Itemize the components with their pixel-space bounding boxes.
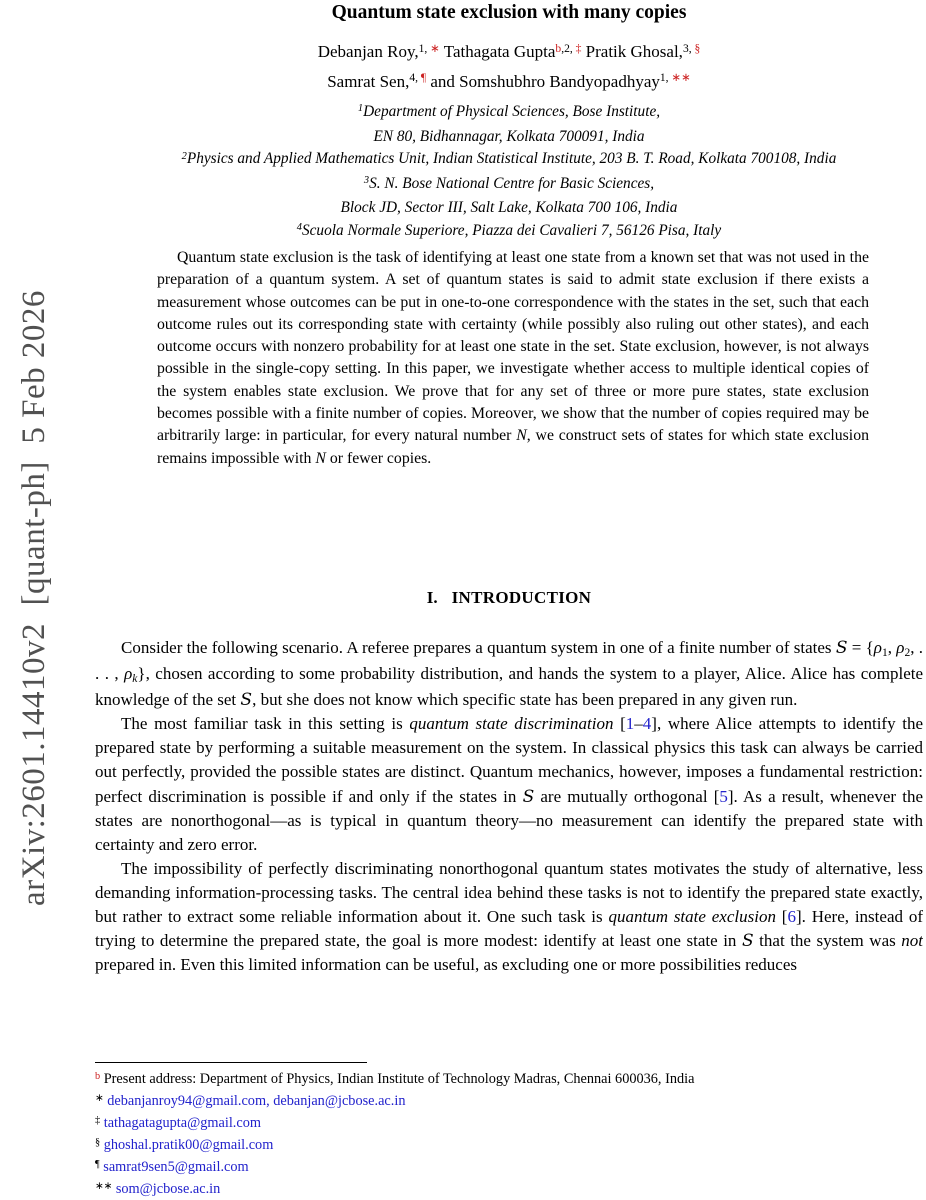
text-run: Present address: Department of Physics, Indian Institute of Technology Madras, Chennai 600036, India [100,1071,695,1087]
text-run: ρ [124,664,133,684]
text-run: , we construct sets of states for which state exclusion remains impossible with [157,427,869,467]
text-run: Physics and Applied Mathematics Unit, Indian Statistical Institute, 203 B. T. Road, Kolkata 700108, India [186,150,837,168]
paragraph-2 [95,712,923,857]
text-run: ∗ [430,41,440,55]
text-run: S [240,690,253,711]
text-run: 1, [418,41,431,55]
text-run: not [901,931,923,951]
affiliation-line-3 [95,148,923,173]
text-run: § [694,41,701,55]
text-run: 2 [904,645,911,659]
text-run: k [132,671,138,685]
text-run: Block JD, Sector III, Salt Lake, Kolkata 700 106, India [340,199,678,217]
text-run: }, chosen according to some probability distribution, and hands the system to a player, Alice. Alice has complete knowledge of the set [95,664,923,710]
text-run: ,2, [561,41,576,55]
introduction-body [95,636,923,1066]
author-block [95,38,923,97]
footnote-email-sen [95,1157,923,1179]
text-run: § [95,1137,101,1149]
affiliation-line-2 [95,126,923,149]
text-run: Debanjan Roy, [317,42,419,61]
link[interactable]: som@jcbose.ac.in [115,1181,221,1197]
text-run: Consider the following scenario. A referee prepares a quantum system in one of a finite number of states [121,638,836,657]
section-title: INTRODUCTION [451,588,592,607]
text-run: 3, [682,41,695,55]
arxiv-banner: arXiv:2601.14410v2 [quant-ph] 5 Feb 2026 [16,290,52,906]
footnote-email-roy [95,1091,923,1113]
text-run: , [887,638,897,657]
text-run: Samrat Sen, [327,71,410,91]
link[interactable]: tathagatagupta@gmail.com [103,1115,261,1131]
text-run: S [522,786,535,807]
text-run: and Somshubhro Bandyopadhyay [426,71,660,91]
text-run: 4, [409,71,421,85]
text-run: ¶ [420,71,427,85]
text-run: or fewer copies. [325,449,432,467]
text-run: ], where Alice attempts to identify the prepared state by performing a suitable measurement on the system. In classical physics this task can always be carried out perfectly, provided the possible states are distinct. Quantum mechanics, however, imposes a fundamental restriction: perfect discrimination is possible if and only if the states in [95,714,923,806]
paragraph-3 [95,857,923,977]
text-run: that the system was [753,931,902,951]
link[interactable]: samrat9sen5@gmail.com [103,1159,249,1175]
abstract [157,247,869,470]
text-run: Pratik Ghosal, [581,42,683,61]
text-run: Quantum state exclusion is the task of identifying at least one state from a known set that was not used in the preparation of a quantum system. A set of quantum states is said to admit state exclusion if there exists a measurement whose outcomes can be put in one-to-one correspondence with the states in the set, such that each outcome rules out its corresponding state with certainty (while possibly also ruling out other states), and each outcome occurs with nonzero probability for at least one state in the set. State exclusion, however, is not always possible in the single-copy setting. In this paper, we investigate whether access to multiple identical copies of the system enables state exclusion. We prove that for any set of three or more pure states, state exclusion becomes possible with a finite number of copies. Moreover, we show that the number of copies required may be arbitrarily large: in particular, for every natural number [157,249,869,445]
text-run: 1 [881,645,888,659]
text-run: b [555,41,562,55]
link[interactable]: 1 [625,714,635,734]
link[interactable]: debanjanroy94@gmail.com, debanjan@jcbose.ac.in [107,1093,406,1109]
text-run: ‡ [95,1115,101,1127]
section-number: I. [426,588,438,607]
text-run: ∗∗ [95,1181,113,1193]
footnote-email-gupta [95,1113,923,1135]
text-run: 3 [363,175,370,187]
section-heading [95,588,923,608]
text-run: ρ [896,638,905,657]
link[interactable]: 4 [642,714,652,734]
text-run: 1, [659,71,672,85]
text-run: b [95,1071,101,1083]
affiliation-block [95,101,923,245]
text-run: The most familiar task in this setting is [121,714,410,734]
content-column [95,0,923,1200]
text-run: [ [613,714,626,734]
text-run: Tathagata Gupta [439,42,556,61]
text-run: [ [775,907,788,927]
text-run: 4 [296,222,302,234]
affiliation-line-1 [95,101,923,126]
footnote-rule [95,1062,367,1063]
text-run: , . . . , [95,638,923,684]
affiliation-line-5 [95,197,923,220]
text-run: ∗ [95,1093,104,1105]
affiliation-line-6 [95,220,923,245]
text-run: ]. Here, instead of trying to determine the prepared state, the goal is more modest: identify at least one state in [95,907,923,951]
author-line-1 [95,38,923,68]
text-run: N [315,449,326,467]
text-run: Scuola Normale Superiore, Piazza dei Cavalieri 7, 56126 Pisa, Italy [301,221,722,239]
paper-title: Quantum state exclusion with many copies [331,2,687,23]
text-run: ]. As a result, whenever the states are nonorthogonal—as is typical in quantum theory—no measurement can identify the prepared state with certainty and zero error. [95,786,923,854]
text-run: , but she does not know which specific state has been prepared in any given run. [252,690,798,710]
text-run: ¶ [95,1159,100,1171]
text-run: S [835,638,848,658]
footnote-email-ghosal [95,1135,923,1157]
footnote-email-bandyopadhyay [95,1179,923,1200]
text-run: 2 [181,150,187,162]
link[interactable]: 5 [719,786,728,806]
footnote-present-address [95,1069,923,1091]
paragraph-1 [95,636,923,712]
text-run: Department of Physical Sciences, Bose Institute, [363,103,661,120]
text-run: ‡ [575,41,582,55]
text-run: quantum state exclusion [608,907,776,927]
text-run: EN 80, Bidhannagar, Kolkata 700091, India [373,127,645,145]
text-run: are mutually orthogonal [ [534,786,720,806]
text-run: ρ [873,638,882,657]
text-run: 1 [357,103,364,115]
text-run: ∗∗ [671,71,691,85]
text-run: = { [847,638,874,657]
affiliation-line-4 [95,173,923,198]
author-line-2 [95,68,923,98]
text-run: S. N. Bose National Centre for Basic Sciences, [369,174,655,192]
text-run: The impossibility of perfectly discriminating nonorthogonal quantum states motivates the study of alternative, less demanding information-processing tasks. The central idea behind these tasks is not to identify the prepared state exactly, but rather to extract some reliable information about it. One such task is [95,858,923,927]
footnote-area [95,1062,923,1200]
text-run: quantum state discrimination [409,714,614,734]
text-run: prepared in. Even this limited information can be useful, as excluding one or more possibilities reduces [95,955,798,975]
text-run: S [741,931,754,952]
link[interactable]: 6 [787,907,796,927]
text-run: – [634,714,643,734]
text-run: N [516,427,527,445]
link[interactable]: ghoshal.pratik00@gmail.com [103,1137,274,1153]
